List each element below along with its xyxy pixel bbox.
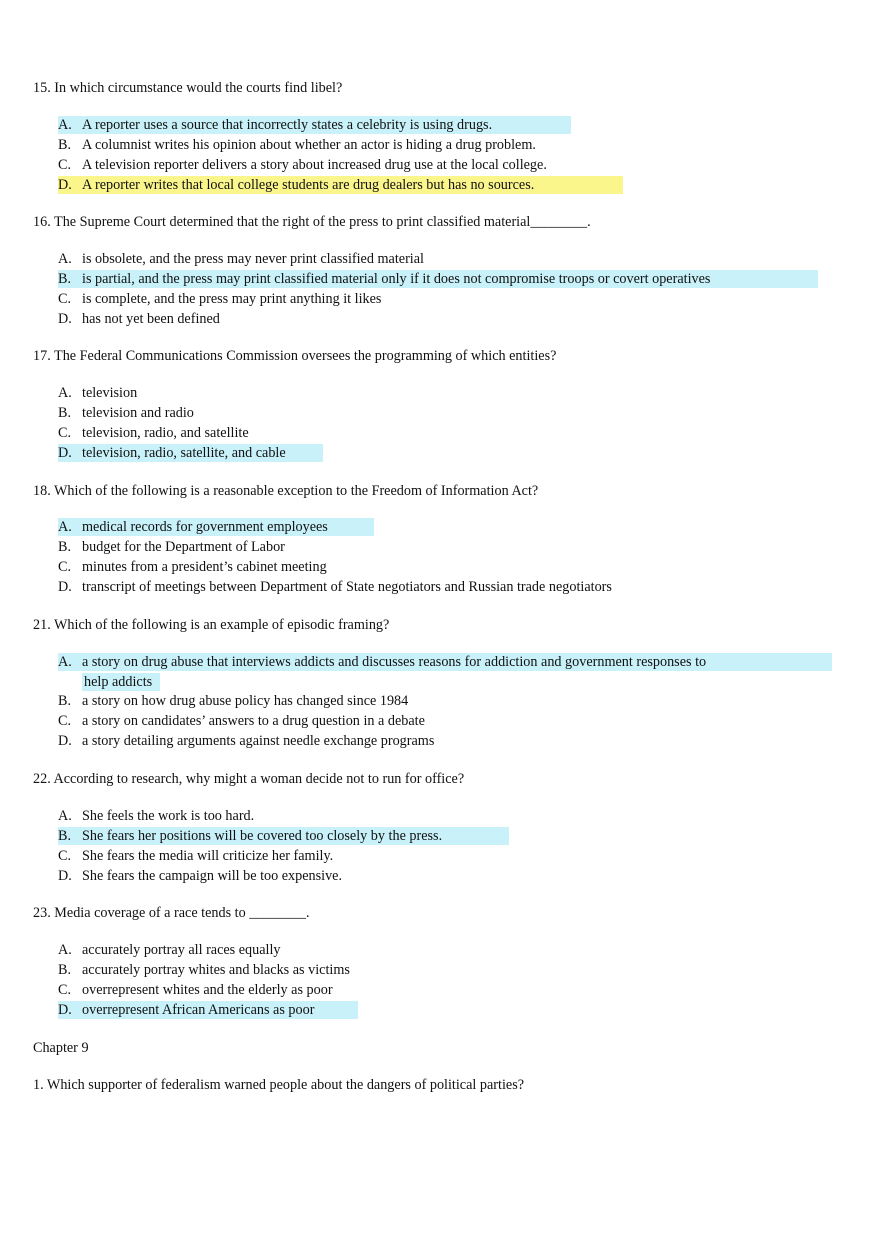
option-text: A television reporter delivers a story about increased drug use at the local college. — [82, 157, 547, 173]
option-text: She fears the media will criticize her family. — [82, 848, 334, 864]
option-letter: B. — [58, 539, 72, 555]
question-23-option-d — [58, 1001, 358, 1019]
option-letter: B. — [58, 962, 72, 978]
option-text: a story on drug abuse that interviews addicts and discusses reasons for addiction and government responses to — [82, 654, 707, 670]
option-letter: A. — [58, 942, 72, 958]
question-17-prompt: 17. The Federal Communications Commission oversees the programming of which entities? — [33, 348, 557, 364]
option-text: budget for the Department of Labor — [82, 539, 285, 555]
question-16-option-d — [58, 310, 220, 328]
option-text: television and radio — [82, 405, 194, 421]
option-text: transcript of meetings between Department of State negotiators and Russian trade negotiators — [82, 579, 612, 595]
option-text: A reporter writes that local college students are drug dealers but has no sources. — [82, 177, 535, 193]
question-18-prompt: 18. Which of the following is a reasonable exception to the Freedom of Information Act? — [33, 483, 539, 499]
question-17-option-c — [58, 424, 249, 442]
option-letter: C. — [58, 559, 72, 575]
question-16-option-a — [58, 250, 424, 268]
question-23-option-c — [58, 981, 333, 999]
question-23-option-b — [58, 961, 350, 979]
option-letter: C. — [58, 713, 72, 729]
option-letter: D. — [58, 733, 72, 749]
option-text: a story on candidates’ answers to a drug question in a debate — [82, 713, 425, 729]
question-17-option-d — [58, 444, 323, 462]
option-letter: B. — [58, 137, 72, 153]
option-letter: D. — [58, 868, 72, 884]
question-22-option-a — [58, 807, 254, 825]
option-letter: B. — [58, 271, 72, 287]
option-text: accurately portray whites and blacks as victims — [82, 962, 350, 978]
question-21-option-d — [58, 732, 434, 750]
option-letter: C. — [58, 425, 72, 441]
option-text: She fears the campaign will be too expensive. — [82, 868, 343, 884]
option-text: overrepresent whites and the elderly as poor — [82, 982, 333, 998]
option-letter: A. — [58, 519, 72, 535]
option-text: is complete, and the press may print anything it likes — [82, 291, 382, 307]
option-text: is obsolete, and the press may never print classified material — [82, 251, 424, 267]
chapter-heading: Chapter 9 — [33, 1040, 89, 1056]
option-letter: C. — [58, 848, 72, 864]
option-text: television, radio, satellite, and cable — [82, 445, 286, 461]
option-letter: A. — [58, 654, 72, 670]
option-letter: D. — [58, 1002, 72, 1018]
question-22-option-b — [58, 827, 509, 845]
option-text: overrepresent African Americans as poor — [82, 1002, 315, 1018]
question-15-prompt: 15. In which circumstance would the courts find libel? — [33, 80, 343, 96]
option-letter: A. — [58, 117, 72, 133]
option-letter: A. — [58, 251, 72, 267]
option-text: minutes from a president’s cabinet meeting — [82, 559, 327, 575]
question-23-prompt: 23. Media coverage of a race tends to ________. — [33, 905, 310, 921]
question-15-option-c — [58, 156, 547, 174]
option-text: is partial, and the press may print classified material only if it does not compromise troops or covert operatives — [82, 271, 711, 287]
option-text: medical records for government employees — [82, 519, 328, 535]
option-letter: A. — [58, 808, 72, 824]
option-letter: B. — [58, 693, 72, 709]
question-16-option-c — [58, 290, 381, 308]
question-21-option-b — [58, 692, 408, 710]
option-text: accurately portray all races equally — [82, 942, 281, 958]
question-15-option-a — [58, 116, 571, 134]
option-text: She feels the work is too hard. — [82, 808, 255, 824]
question-21-option-a — [58, 653, 832, 671]
question-18-option-d — [58, 578, 612, 596]
question-21-option-c — [58, 712, 425, 730]
question-18-option-c — [58, 558, 327, 576]
question-23-option-a — [58, 941, 281, 959]
question-17-option-a — [58, 384, 137, 402]
option-letter: C. — [58, 982, 72, 998]
option-letter: B. — [58, 828, 72, 844]
option-text: has not yet been defined — [82, 311, 220, 327]
question-17-option-b — [58, 404, 194, 422]
option-text: A columnist writes his opinion about whether an actor is hiding a drug problem. — [82, 137, 536, 153]
question-22-prompt: 22. According to research, why might a woman decide not to run for office? — [33, 771, 465, 787]
question-21-prompt: 21. Which of the following is an example of episodic framing? — [33, 617, 390, 633]
question-22-option-c — [58, 847, 333, 865]
chapter-9-question-1-prompt: 1. Which supporter of federalism warned people about the dangers of political parties? — [33, 1077, 525, 1093]
option-letter: C. — [58, 291, 72, 307]
option-letter: C. — [58, 157, 72, 173]
question-18-option-a — [58, 518, 374, 536]
option-text: television — [82, 385, 138, 401]
option-letter: B. — [58, 405, 72, 421]
question-22-option-d — [58, 867, 342, 885]
option-letter: A. — [58, 385, 72, 401]
question-15-option-b — [58, 136, 536, 154]
option-letter: D. — [58, 311, 72, 327]
option-text: A reporter uses a source that incorrectly states a celebrity is using drugs. — [82, 117, 493, 133]
option-text: a story detailing arguments against needle exchange programs — [82, 733, 435, 749]
question-15-option-d — [58, 176, 623, 194]
option-text: television, radio, and satellite — [82, 425, 249, 441]
option-text: a story on how drug abuse policy has changed since 1984 — [82, 693, 409, 709]
option-letter: D. — [58, 445, 72, 461]
option-letter: D. — [58, 579, 72, 595]
question-16-option-b — [58, 270, 818, 288]
question-21-option-a-continuation: help addicts — [82, 673, 160, 691]
question-18-option-b — [58, 538, 285, 556]
option-letter: D. — [58, 177, 72, 193]
question-16-prompt: 16. The Supreme Court determined that the right of the press to print classified material________. — [33, 214, 591, 230]
option-text: She fears her positions will be covered too closely by the press. — [82, 828, 443, 844]
